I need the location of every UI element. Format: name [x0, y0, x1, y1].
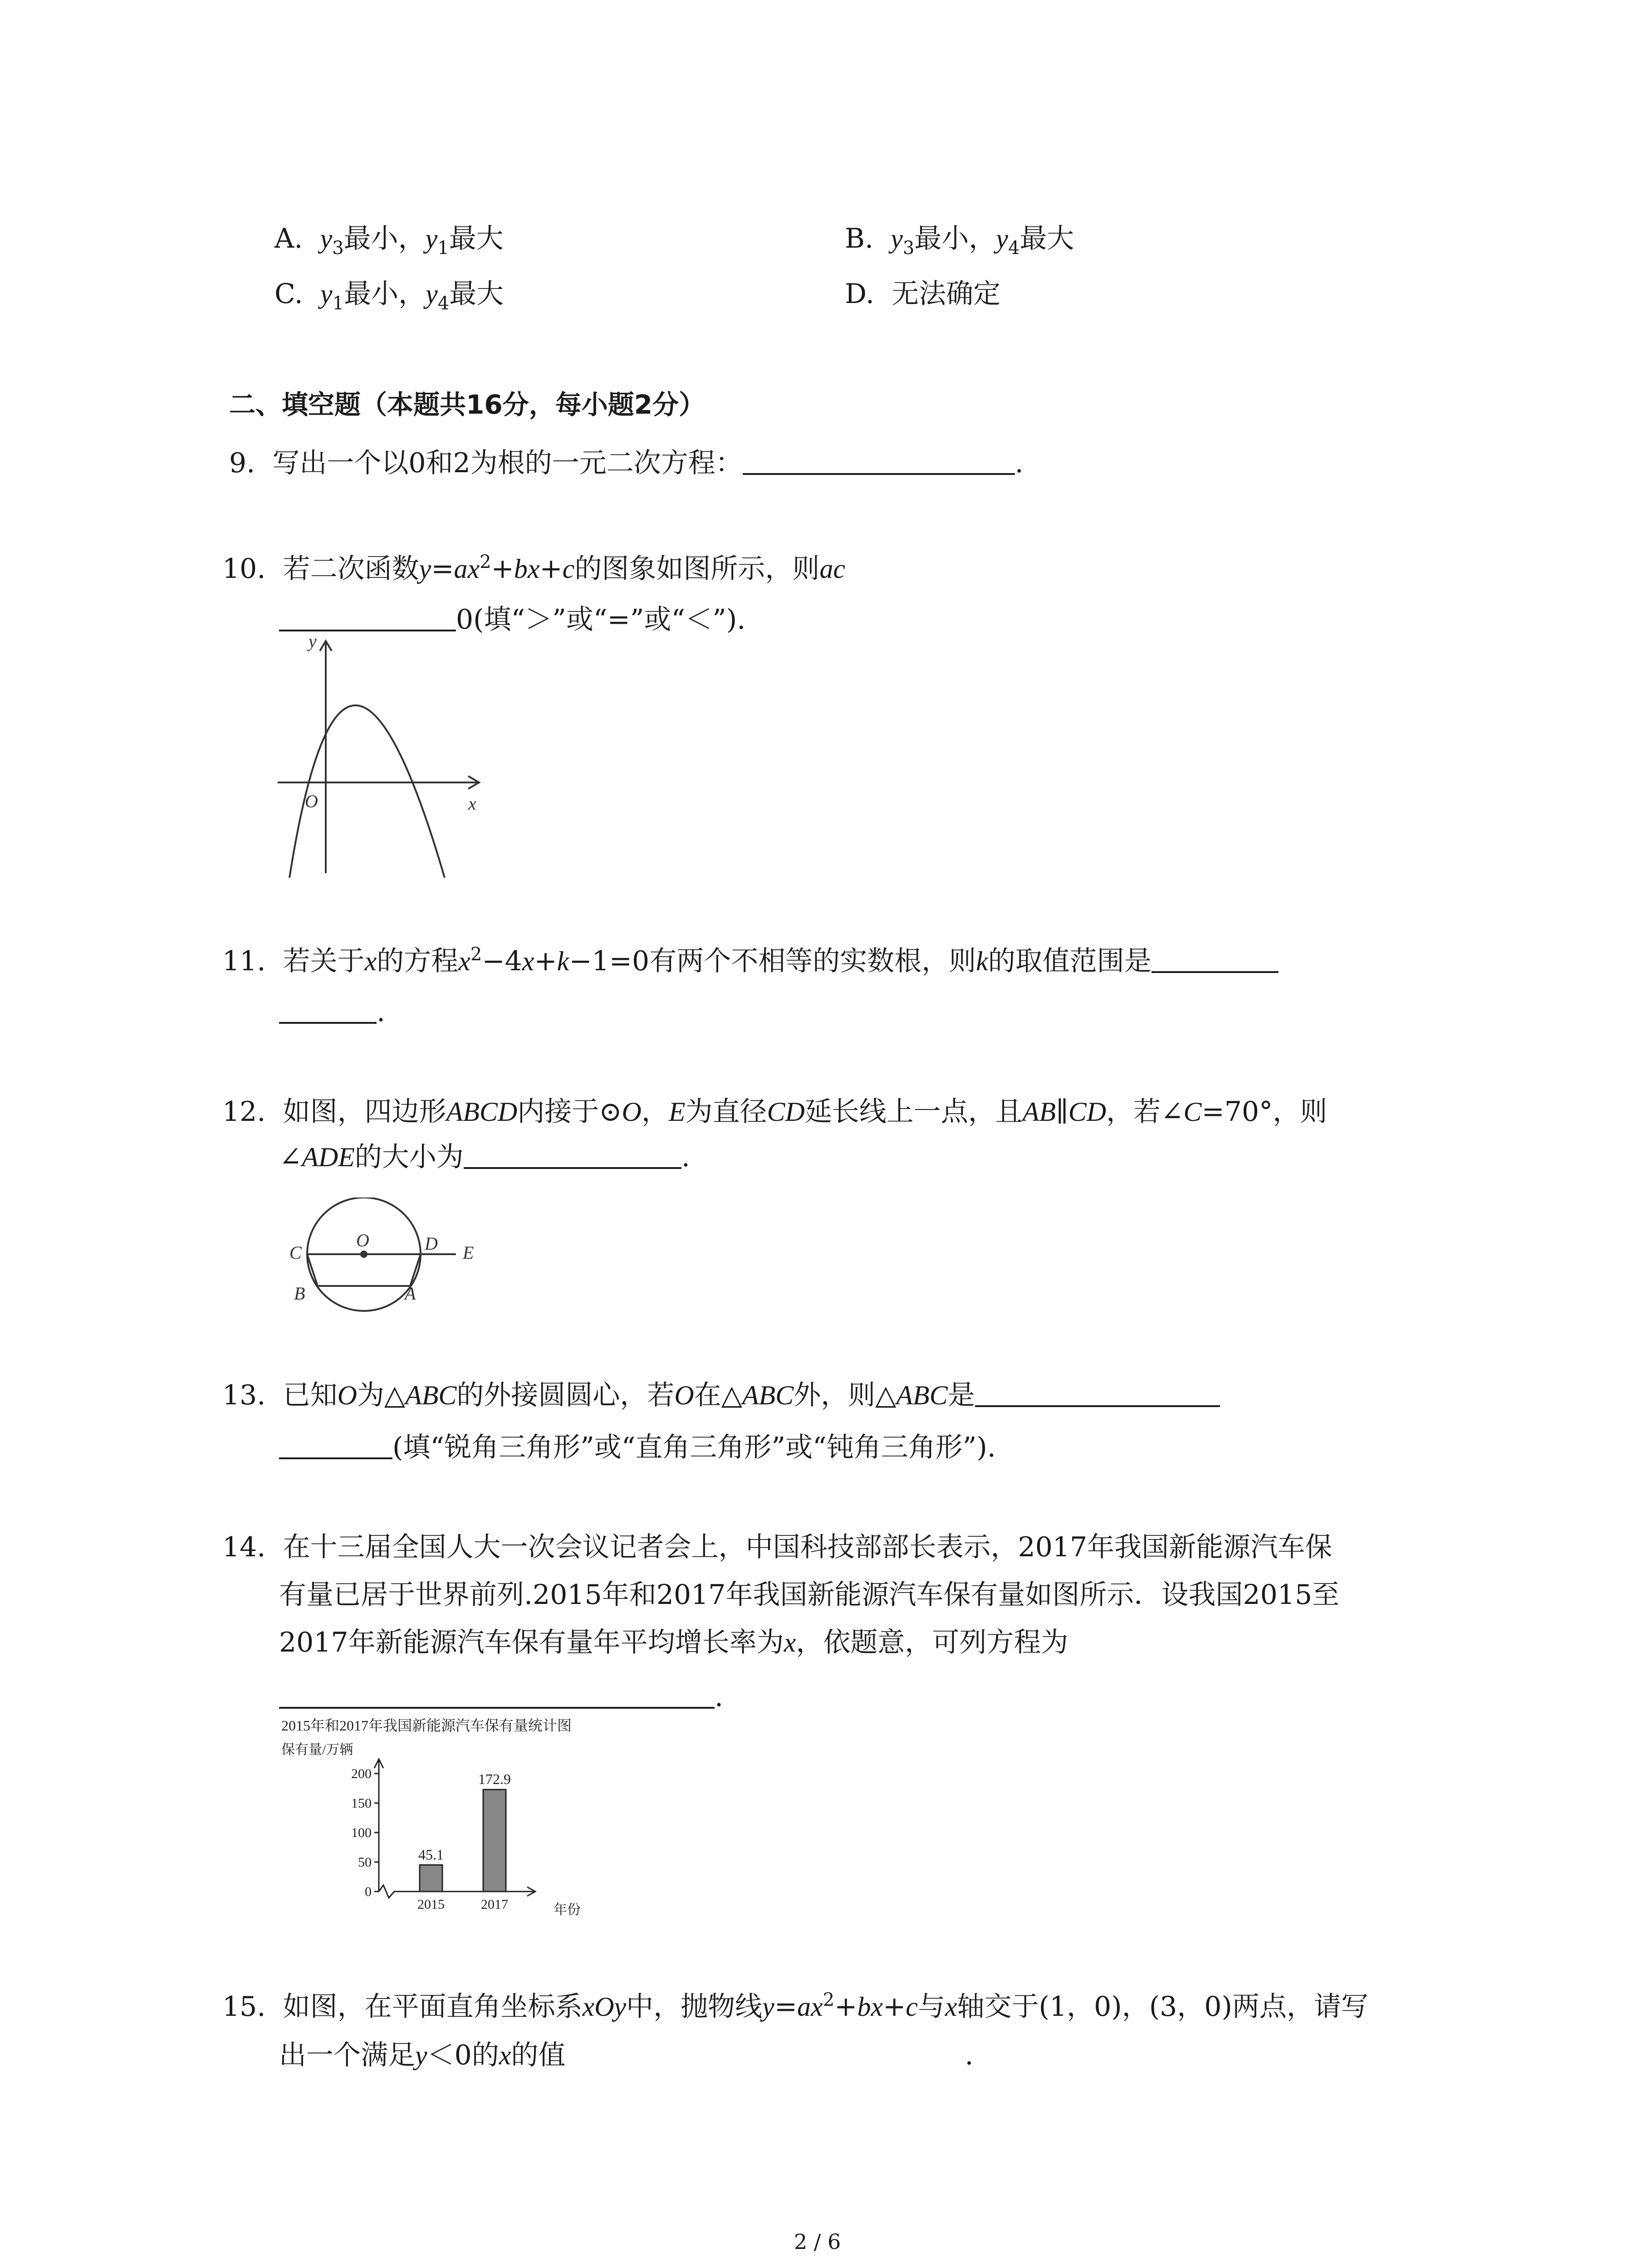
y-tick-label: 100: [351, 1825, 372, 1840]
section-heading: 二、填空题（本题共16分，每小题2分）: [229, 389, 705, 420]
point-b-label: B: [294, 1283, 305, 1304]
question-13: 13. 已知O为△ABC的外接圆圆心，若O在△ABC外，则△ABC是: [222, 1379, 1220, 1412]
answer-blank[interactable]: [279, 603, 456, 631]
option-c: C. $y_1$最小，$y_4$最大: [274, 278, 504, 314]
y-axis-label: y: [309, 633, 317, 651]
bar-value-label: 172.9: [478, 1771, 511, 1788]
point-e-label: E: [463, 1242, 474, 1263]
question-14-line3: 2017年新能源汽车保有量年平均增长率为x，依题意，可列方程为: [279, 1627, 1068, 1658]
bar: [483, 1789, 506, 1892]
question-11-line2: .: [279, 996, 385, 1028]
answer-blank[interactable]: [464, 1141, 681, 1169]
answer-blank[interactable]: [1151, 945, 1279, 973]
page-number: 2 / 6: [794, 2229, 841, 2254]
chart-ylabel: 保有量/万辆: [281, 1742, 353, 1757]
question-15-line2: 出一个满足y＜0的x的值 .: [279, 2039, 974, 2071]
answer-blank[interactable]: [279, 996, 377, 1024]
question-14: 14. 在十三届全国人大一次会议记者会上，中国科技部部长表示，2017年我国新能源汽车保: [222, 1531, 1332, 1563]
parabola-figure: [272, 633, 490, 878]
chart-title: 2015年和2017年我国新能源汽车保有量统计图: [281, 1717, 572, 1734]
bar-chart: [281, 1712, 690, 1930]
point-o-label: O: [356, 1230, 369, 1251]
answer-blank[interactable]: [743, 447, 1015, 475]
bar: [420, 1865, 442, 1892]
question-12: 12. 如图，四边形ABCD内接于⊙O，E为直径CD延长线上一点，且AB∥CD，若∠C=70°，则: [222, 1096, 1327, 1128]
y-tick-label: 0: [365, 1884, 372, 1899]
question-13-line2: (填“锐角三角形”或“直角三角形”或“钝角三角形”).: [279, 1431, 996, 1464]
point-a-label: A: [405, 1283, 416, 1304]
origin-label: O: [305, 791, 318, 811]
y-tick-label: 150: [351, 1796, 372, 1811]
point-c-label: C: [289, 1242, 302, 1263]
answer-blank[interactable]: [279, 1681, 715, 1709]
question-14-line4: .: [279, 1681, 723, 1713]
question-10-line2: 0(填“＞”或“=”或“＜”).: [279, 603, 745, 636]
x-axis: [379, 1885, 535, 1898]
y-tick-label: 200: [351, 1766, 372, 1781]
chart-bars: [417, 1771, 511, 1912]
x-axis-label: x: [468, 793, 476, 814]
question-10: 10. 若二次函数$y=ax^2+bx+c$的图象如图所示，则ac: [222, 552, 846, 585]
circle-figure: [272, 1198, 490, 1315]
chart-xlabel: 年份: [554, 1902, 581, 1917]
question-9: 9. 写出一个以0和2为根的一元二次方程： .: [229, 447, 1024, 479]
option-a: A. $y_3$最小，$y_1$最大: [274, 223, 504, 259]
x-tick-label: 2017: [481, 1897, 508, 1912]
option-d: D. 无法确定: [845, 278, 1001, 310]
y-tick-label: 50: [358, 1855, 372, 1870]
question-14-line2: 有量已居于世界前列.2015年和2017年我国新能源汽车保有量如图所示．设我国2015至: [279, 1579, 1340, 1611]
question-12-line2: ∠ADE的大小为 .: [279, 1141, 690, 1173]
bar-value-label: 45.1: [418, 1846, 444, 1863]
x-tick-label: 2015: [417, 1897, 445, 1912]
answer-blank[interactable]: [279, 1431, 392, 1459]
question-11: 11. 若关于x的方程$x^2-4x+k-1=0$有两个不相等的实数根，则k的取值范围是: [222, 943, 1279, 978]
answer-blank[interactable]: [975, 1379, 1220, 1407]
question-15: 15. 如图，在平面直角坐标系xOy中，抛物线$y=ax^2+bx+c$与x轴交于(1，0)，(3，0)两点，请写: [222, 1989, 1368, 2023]
option-b: B. $y_3$最小，$y_4$最大: [845, 223, 1074, 259]
point-d-label: D: [425, 1233, 438, 1254]
